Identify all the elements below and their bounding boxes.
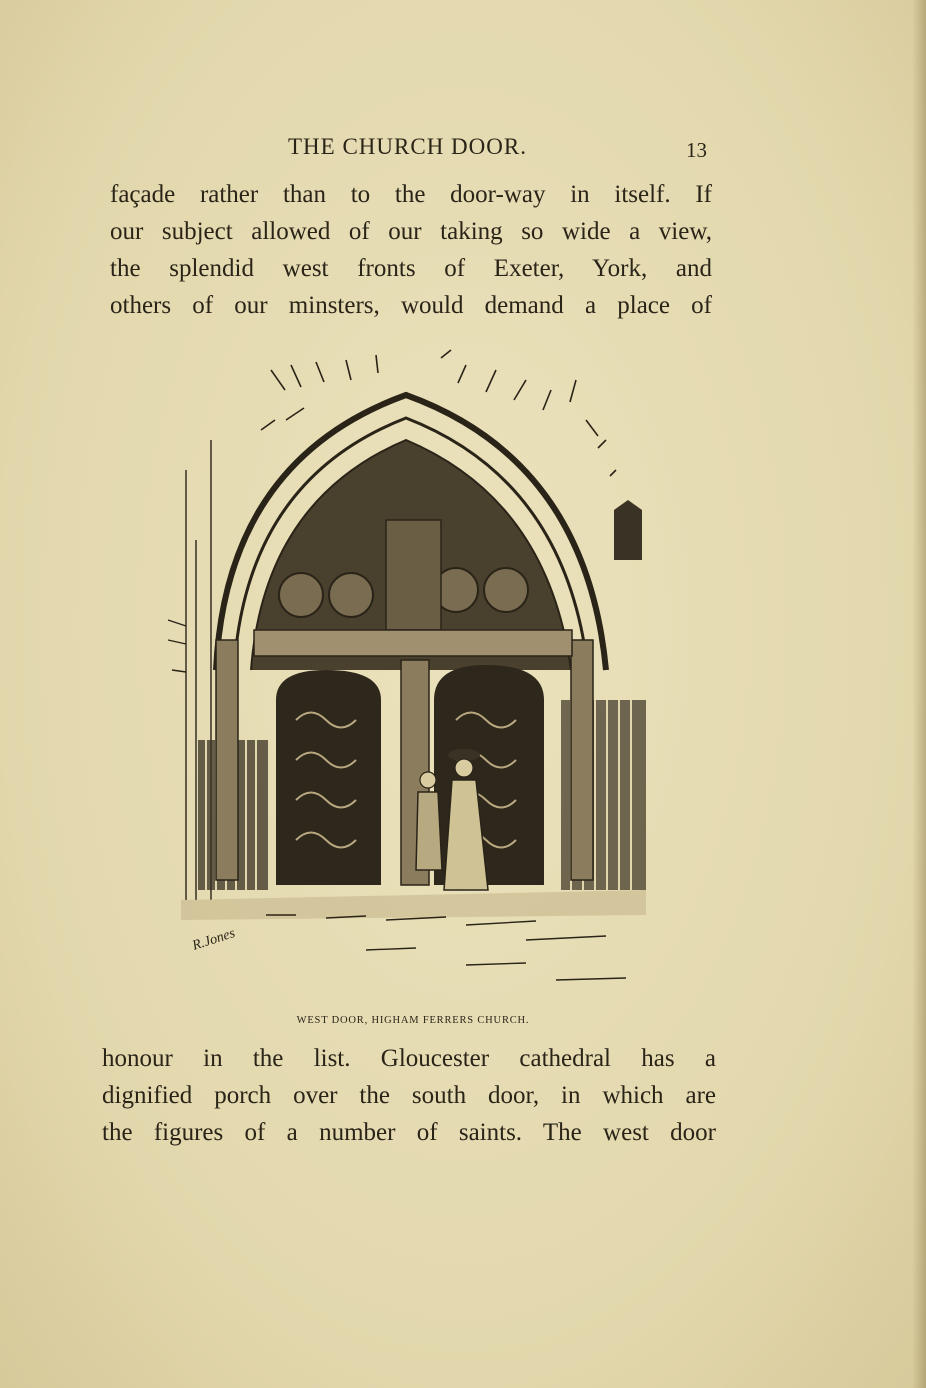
text-line: our subject allowed of our taking so wide a view, [110, 218, 712, 245]
lintel [254, 630, 572, 656]
ground-hatching [266, 915, 626, 980]
text-line: dignified porch over the south door, in which are [102, 1082, 716, 1109]
pavement [181, 890, 646, 920]
text-line: the splendid west fronts of Exeter, York, and [110, 255, 712, 282]
text-line: honour in the list. Gloucester cathedral has a [102, 1045, 716, 1072]
running-title: THE CHURCH DOOR. [288, 134, 527, 159]
body-text-bottom [102, 1040, 716, 1151]
artist-signature: R.Jones [190, 925, 238, 954]
left-door-leaf [276, 670, 381, 885]
illustration-caption: WEST DOOR, HIGHAM FERRERS CHURCH. [296, 1015, 530, 1026]
page-edge-shadow [912, 0, 926, 1388]
page-number: 13 [686, 138, 707, 162]
text-line: façade rather than to the door-way in itself. If [110, 181, 712, 208]
body-text-top [110, 176, 712, 324]
church-door-illustration [166, 340, 666, 1010]
right-pinnacle [614, 500, 642, 560]
text-line: the figures of a number of saints. The west door [102, 1119, 716, 1146]
tympanum-center-stone [386, 520, 441, 630]
text-line: others of our minsters, would demand a place of [110, 292, 712, 319]
